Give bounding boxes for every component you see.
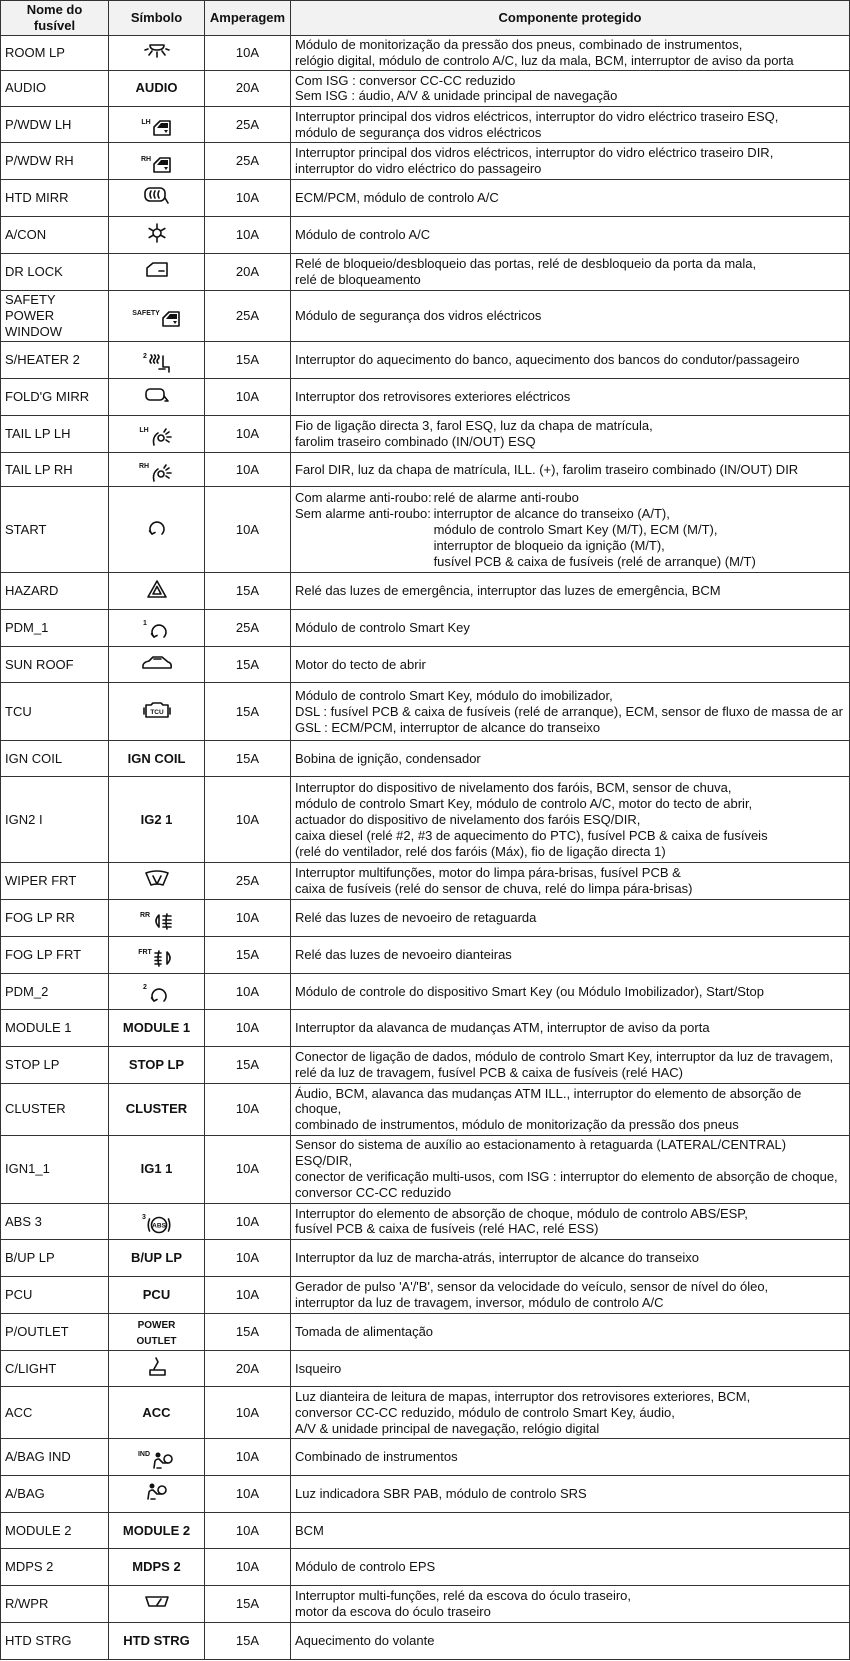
table-row (1, 1135, 850, 1203)
protected-component: Interruptor dos retrovisores exteriores eléctricos (291, 379, 850, 416)
protected-component: ECM/PCM, módulo de controlo A/C (291, 180, 850, 217)
fuse-symbol (109, 1586, 205, 1623)
table-row (1, 683, 850, 740)
protected-component: Interruptor multi-funções, relé da escova do óculo traseiro, motor da escova do óculo traseiro (291, 1586, 850, 1623)
fuse-amperage: 10A (205, 35, 291, 70)
fuse-name: C/LIGHT (1, 1350, 109, 1387)
table-row (1, 71, 850, 106)
fuse-name: DR LOCK (1, 253, 109, 290)
protected-component: Gerador de pulso 'A'/'B', sensor da velocidade do veículo, sensor de nível do óleo, interruptor da luz de travagem, inversor, módulo de controlo A/C (291, 1277, 850, 1314)
fuse-symbol (109, 1512, 205, 1549)
icon-label: LH (139, 427, 149, 435)
protected-component: Combinado de instrumentos (291, 1439, 850, 1476)
table-row (1, 973, 850, 1010)
fuse-name: HAZARD (1, 573, 109, 610)
airbag-icon (138, 1451, 175, 1471)
protected-component: Relé das luzes de nevoeiro de retaguarda (291, 900, 850, 937)
icon-label: 1 (143, 620, 147, 628)
fuse-symbol (109, 1387, 205, 1439)
start-icon (143, 620, 170, 642)
table-row (1, 900, 850, 937)
table-row (1, 290, 850, 342)
fuse-name: PCU (1, 1277, 109, 1314)
fuse-symbol (109, 1047, 205, 1084)
protected-component: Com ISG : conversor CC-CC reduzido Sem ISG : áudio, A/V & unidade principal de navegação (291, 71, 850, 106)
table-row (1, 1439, 850, 1476)
fuse-symbol (109, 1240, 205, 1277)
sunroof-icon (141, 655, 173, 671)
protected-component: Sensor do sistema de auxílio ao estacionamento à retaguarda (LATERAL/CENTRAL) ESQ/DIR, conector de verificação multi-usos, com ISG : interruptor do elemento de absorção de choque, conversor CC-CC reduzido (291, 1135, 850, 1203)
fuse-amperage: 10A (205, 217, 291, 254)
symbol-text: ACC (142, 1404, 171, 1420)
protected-component: Conector de ligação de dados, módulo de controlo Smart Key, interruptor da luz de travagem, relé da luz de travagem, fusível PCB & caixa de fusíveis (relé HAC) (291, 1047, 850, 1084)
fuse-name: TCU (1, 683, 109, 740)
fuse-symbol (109, 973, 205, 1010)
protected-component: Interruptor do dispositivo de nivelamento dos faróis, BCM, sensor de chuva, módulo de controlo Smart Key, módulo de controlo A/C, motor do tecto de abrir, actuador do dispositivo de nivelamento dos faróis ESQ/DIR, caixa diesel (relé #2, #3 de aquecimento do PTC), fusível PCB & caixa de fusíveis (relé do ventilador, relé dos faróis (Máx), fio de ligação directa 1) (291, 777, 850, 863)
fuse-amperage: 10A (205, 900, 291, 937)
fuse-name: WIPER FRT (1, 863, 109, 900)
air-conditioning-icon (147, 223, 167, 243)
fuse-symbol (109, 1623, 205, 1660)
fuse-symbol (109, 1277, 205, 1314)
start-icon (146, 517, 168, 539)
table-row (1, 1623, 850, 1660)
table-row (1, 143, 850, 180)
icon-label: SAFETY (132, 310, 160, 318)
protected-component: Módulo de controle do dispositivo Smart Key (ou Módulo Imobilizador), Start/Stop (291, 973, 850, 1010)
fuse-amperage: 10A (205, 415, 291, 452)
protected-component: Relé de bloqueio/desbloqueio das portas, relé de desbloqueio da porta da mala, relé de bloqueamento (291, 253, 850, 290)
fuse-symbol (109, 609, 205, 646)
door-lock-icon (144, 261, 170, 279)
fuse-name: MDPS 2 (1, 1549, 109, 1586)
protected-component (291, 487, 850, 573)
power-window-icon (141, 119, 171, 137)
fuse-name: P/OUTLET (1, 1313, 109, 1350)
table-row (1, 1387, 850, 1439)
front-wiper-icon (144, 870, 170, 888)
protected-component: Tomada de alimentação (291, 1313, 850, 1350)
fuse-symbol (109, 1084, 205, 1136)
table-row (1, 487, 850, 573)
icon-label: FRT (138, 949, 152, 957)
fuse-symbol (109, 379, 205, 416)
fuse-amperage: 15A (205, 1047, 291, 1084)
fuse-amperage: 10A (205, 1512, 291, 1549)
protected-component: Interruptor do elemento de absorção de choque, módulo de controlo ABS/ESP, fusível PCB & caixa de fusíveis (relé HAC, relé ESS) (291, 1203, 850, 1240)
table-row (1, 1047, 850, 1084)
fuse-symbol (109, 1203, 205, 1240)
condition-text: relé de alarme anti-roubo (433, 490, 579, 506)
fuse-amperage: 25A (205, 143, 291, 180)
fuse-amperage: 15A (205, 1586, 291, 1623)
fuse-name: ACC (1, 1387, 109, 1439)
header-fuse-name: Nome do fusível (1, 1, 109, 36)
fuse-name: P/WDW RH (1, 143, 109, 180)
fuse-amperage: 10A (205, 379, 291, 416)
fuse-name: FOG LP FRT (1, 936, 109, 973)
table-row (1, 646, 850, 683)
fuse-symbol (109, 452, 205, 487)
symbol-text: HTD STRG (123, 1633, 190, 1649)
symbol-text: IG2 1 (140, 811, 173, 827)
protected-component: Motor do tecto de abrir (291, 646, 850, 683)
protected-component: Módulo de segurança dos vidros eléctricos (291, 290, 850, 342)
symbol-text: IG1 1 (140, 1161, 173, 1177)
fuse-symbol (109, 290, 205, 342)
fuse-name: B/UP LP (1, 1240, 109, 1277)
fuse-name: SUN ROOF (1, 646, 109, 683)
fuse-amperage: 20A (205, 71, 291, 106)
condition-label: Com alarme anti-roubo: (295, 490, 432, 506)
fuse-amperage: 10A (205, 777, 291, 863)
fuse-name: START (1, 487, 109, 573)
fuse-amperage: 15A (205, 646, 291, 683)
fuse-amperage: 10A (205, 1549, 291, 1586)
table-row (1, 1277, 850, 1314)
tail-lamp-icon (139, 427, 173, 447)
header-protected-component: Componente protegido (291, 1, 850, 36)
hazard-icon (146, 579, 168, 599)
fuse-symbol (109, 1549, 205, 1586)
table-row (1, 1203, 850, 1240)
table-row (1, 740, 850, 777)
fuse-amperage: 20A (205, 1350, 291, 1387)
fuse-symbol (109, 1010, 205, 1047)
protected-component: Áudio, BCM, alavanca das mudanças ATM ILL., interruptor do elemento de absorção de choque, combinado de instrumentos, módulo de monitorização da pressão dos pneus (291, 1084, 850, 1136)
table-row (1, 1313, 850, 1350)
symbol-text: PCU (142, 1287, 171, 1303)
icon-label: RH (140, 155, 152, 163)
protected-component: Relé das luzes de nevoeiro dianteiras (291, 936, 850, 973)
table-row (1, 253, 850, 290)
fuse-amperage: 15A (205, 573, 291, 610)
protected-component: Isqueiro (291, 1350, 850, 1387)
tcu-label: TCU (149, 708, 164, 716)
fuse-name: TAIL LP RH (1, 452, 109, 487)
fuse-symbol (109, 1439, 205, 1476)
fuse-name: A/BAG IND (1, 1439, 109, 1476)
protected-component: BCM (291, 1512, 850, 1549)
table-row (1, 1084, 850, 1136)
fuse-amperage: 15A (205, 1313, 291, 1350)
symbol-text: CLUSTER (125, 1101, 188, 1117)
fuse-name: HTD STRG (1, 1623, 109, 1660)
table-row (1, 35, 850, 70)
fuse-symbol (109, 683, 205, 740)
symbol-text: MDPS 2 (132, 1559, 181, 1575)
fuse-amperage: 15A (205, 683, 291, 740)
symbol-text: MODULE 1 (122, 1020, 191, 1036)
abs-icon (142, 1214, 171, 1236)
condition-label: Sem alarme anti-roubo: (295, 505, 431, 521)
table-row (1, 180, 850, 217)
fuse-symbol (109, 253, 205, 290)
fuse-name: R/WPR (1, 1586, 109, 1623)
fuse-symbol (109, 1475, 205, 1512)
protected-component: Módulo de controlo EPS (291, 1549, 850, 1586)
fuse-name: ABS 3 (1, 1203, 109, 1240)
table-header-row (1, 1, 850, 36)
fuse-name: HTD MIRR (1, 180, 109, 217)
fuse-symbol (109, 1350, 205, 1387)
fuse-symbol (109, 487, 205, 573)
fuse-symbol (109, 217, 205, 254)
tcu-icon (142, 699, 172, 721)
rear-wiper-icon (144, 1594, 170, 1610)
fuse-amperage: 10A (205, 1010, 291, 1047)
symbol-text: AUDIO (135, 80, 178, 96)
front-fog-lamp-icon (138, 949, 175, 967)
fuse-name: P/WDW LH (1, 106, 109, 143)
fuse-name: IGN2 I (1, 777, 109, 863)
fuse-amperage: 10A (205, 1084, 291, 1136)
fuse-amperage: 10A (205, 1135, 291, 1203)
icon-label: 3 (142, 1213, 146, 1221)
fuse-name: TAIL LP LH (1, 415, 109, 452)
fuse-name: MODULE 2 (1, 1512, 109, 1549)
protected-component: Interruptor principal dos vidros eléctricos, interruptor do vidro eléctrico traseiro ESQ, módulo de segurança dos vidros eléctricos (291, 106, 850, 143)
symbol-text: MODULE 2 (122, 1522, 191, 1538)
fuse-symbol (109, 415, 205, 452)
protected-component: Bobina de ignição, condensador (291, 740, 850, 777)
fuse-amperage: 10A (205, 1475, 291, 1512)
abs-label: ABS (152, 1222, 166, 1230)
fuse-symbol (109, 106, 205, 143)
seat-heater-icon (143, 353, 170, 375)
protected-component: Interruptor do aquecimento do banco, aquecimento dos bancos do condutor/passageiro (291, 342, 850, 379)
start-icon (143, 984, 170, 1006)
fuse-name: S/HEATER 2 (1, 342, 109, 379)
fuse-name: STOP LP (1, 1047, 109, 1084)
table-row (1, 609, 850, 646)
fuse-name: SAFETY POWER WINDOW (1, 290, 109, 342)
fuse-amperage: 25A (205, 290, 291, 342)
fuse-amperage: 10A (205, 1240, 291, 1277)
fuse-amperage: 10A (205, 452, 291, 487)
table-row (1, 217, 850, 254)
fuse-name: A/BAG (1, 1475, 109, 1512)
fuse-amperage: 10A (205, 1277, 291, 1314)
fuse-symbol (109, 180, 205, 217)
protected-component: Farol DIR, luz da chapa de matrícula, ILL. (+), farolim traseiro combinado (IN/OUT) DIR (291, 452, 850, 487)
tail-lamp-icon (139, 463, 174, 483)
fuse-name: FOG LP RR (1, 900, 109, 937)
protected-component: Luz dianteira de leitura de mapas, interruptor dos retrovisores exteriores, BCM, conversor CC-CC reduzido, módulo de controlo Smart Key, áudio, A/V & unidade principal de navegação, relógio digital (291, 1387, 850, 1439)
protected-component: Interruptor principal dos vidros eléctricos, interruptor do vidro eléctrico traseiro DIR, interruptor do vidro eléctrico do passageiro (291, 143, 850, 180)
fuse-amperage: 10A (205, 1203, 291, 1240)
protected-component: Módulo de controlo Smart Key (291, 609, 850, 646)
fuse-name: IGN COIL (1, 740, 109, 777)
protected-component: Módulo de monitorização da pressão dos pneus, combinado de instrumentos, relógio digital, módulo de controlo A/C, luz da mala, BCM, interruptor de aviso da porta (291, 35, 850, 70)
table-row (1, 936, 850, 973)
fuse-name: AUDIO (1, 71, 109, 106)
fuse-symbol (109, 342, 205, 379)
fuse-name: A/CON (1, 217, 109, 254)
heated-mirror-icon (143, 186, 171, 206)
folding-mirror-icon (144, 387, 170, 403)
table-row (1, 379, 850, 416)
protected-component: Aquecimento do volante (291, 1623, 850, 1660)
protected-component: Módulo de controlo Smart Key, módulo do imobilizador, DSL : fusível PCB & caixa de fusíveis (relé de arranque), ECM, sensor de fluxo de massa de ar GSL : ECM/PCM, interruptor de alcance do transeixo (291, 683, 850, 740)
fuse-symbol (109, 573, 205, 610)
fuse-symbol (109, 646, 205, 683)
fuse-name: PDM_1 (1, 609, 109, 646)
fuse-amperage: 25A (205, 106, 291, 143)
fuse-symbol (109, 1135, 205, 1203)
fuse-symbol (109, 1313, 205, 1350)
fuse-amperage: 10A (205, 973, 291, 1010)
table-row (1, 1549, 850, 1586)
fuse-rows (1, 35, 850, 1659)
symbol-text: STOP LP (128, 1057, 185, 1073)
fuse-amperage: 10A (205, 1439, 291, 1476)
header-symbol: Símbolo (109, 1, 205, 36)
table-row (1, 106, 850, 143)
icon-label: 2 (143, 984, 147, 992)
table-row (1, 1240, 850, 1277)
fuse-amperage: 15A (205, 740, 291, 777)
fuse-amperage: 10A (205, 487, 291, 573)
symbol-text: IGN COIL (127, 750, 186, 766)
fuse-symbol (109, 936, 205, 973)
table-row (1, 342, 850, 379)
fuse-name: FOLD'G MIRR (1, 379, 109, 416)
table-row (1, 1475, 850, 1512)
fuse-amperage: 15A (205, 342, 291, 379)
table-row (1, 777, 850, 863)
fuse-symbol (109, 35, 205, 70)
protected-component: Relé das luzes de emergência, interruptor das luzes de emergência, BCM (291, 573, 850, 610)
power-window-icon (132, 310, 181, 328)
fuse-name: ROOM LP (1, 35, 109, 70)
header-amperage: Amperagem (205, 1, 291, 36)
protected-component: Interruptor da luz de marcha-atrás, interruptor de alcance do transeixo (291, 1240, 850, 1277)
fuse-name: CLUSTER (1, 1084, 109, 1136)
fuse-symbol (109, 863, 205, 900)
symbol-text: B/UP LP (130, 1250, 183, 1266)
table-row (1, 1350, 850, 1387)
protected-component: Fio de ligação directa 3, farol ESQ, luz da chapa de matrícula, farolim traseiro combinado (IN/OUT) ESQ (291, 415, 850, 452)
table-row (1, 1010, 850, 1047)
table-row (1, 1512, 850, 1549)
symbol-text: POWER OUTLET (136, 1319, 177, 1347)
rear-fog-lamp-icon (140, 912, 173, 930)
table-row (1, 452, 850, 487)
fuse-symbol (109, 777, 205, 863)
fuse-symbol (109, 143, 205, 180)
fuse-name: PDM_2 (1, 973, 109, 1010)
table-row (1, 415, 850, 452)
table-row (1, 863, 850, 900)
fuse-symbol (109, 740, 205, 777)
table-row (1, 1586, 850, 1623)
icon-label: RR (139, 912, 151, 920)
protected-component: Módulo de controlo A/C (291, 217, 850, 254)
protected-component: Luz indicadora SBR PAB, módulo de controlo SRS (291, 1475, 850, 1512)
table-row (1, 573, 850, 610)
airbag-icon (145, 1482, 169, 1502)
fuse-amperage: 25A (205, 863, 291, 900)
room-lamp-icon (144, 42, 170, 60)
protected-component: Interruptor multifunções, motor do limpa pára-brisas, fusível PCB & caixa de fusíveis (relé do sensor de chuva, relé do limpa pára-brisas) (291, 863, 850, 900)
condition-text: interruptor de alcance do transeixo (A/T), módulo de controlo Smart Key (M/T), ECM (M/T), interruptor de bloqueio da ignição (M/T), fusível PCB & caixa de fusíveis (relé de arranque) (M/T) (433, 505, 756, 569)
fuse-amperage: 15A (205, 936, 291, 973)
fuse-symbol (109, 900, 205, 937)
icon-label: RH (138, 462, 150, 470)
icon-label: IND (137, 1450, 151, 1458)
fuse-symbol (109, 71, 205, 106)
fuse-amperage: 15A (205, 1623, 291, 1660)
fuse-amperage: 10A (205, 1387, 291, 1439)
fuse-name: MODULE 1 (1, 1010, 109, 1047)
fuse-amperage: 25A (205, 609, 291, 646)
icon-label: 2 (143, 352, 147, 360)
cigar-lighter-icon (146, 1356, 168, 1378)
power-window-icon (141, 156, 172, 174)
icon-label: LH (141, 119, 151, 127)
fuse-amperage: 10A (205, 180, 291, 217)
fuse-name: IGN1_1 (1, 1135, 109, 1203)
protected-component: Interruptor da alavanca de mudanças ATM, interruptor de aviso da porta (291, 1010, 850, 1047)
fuse-amperage: 20A (205, 253, 291, 290)
